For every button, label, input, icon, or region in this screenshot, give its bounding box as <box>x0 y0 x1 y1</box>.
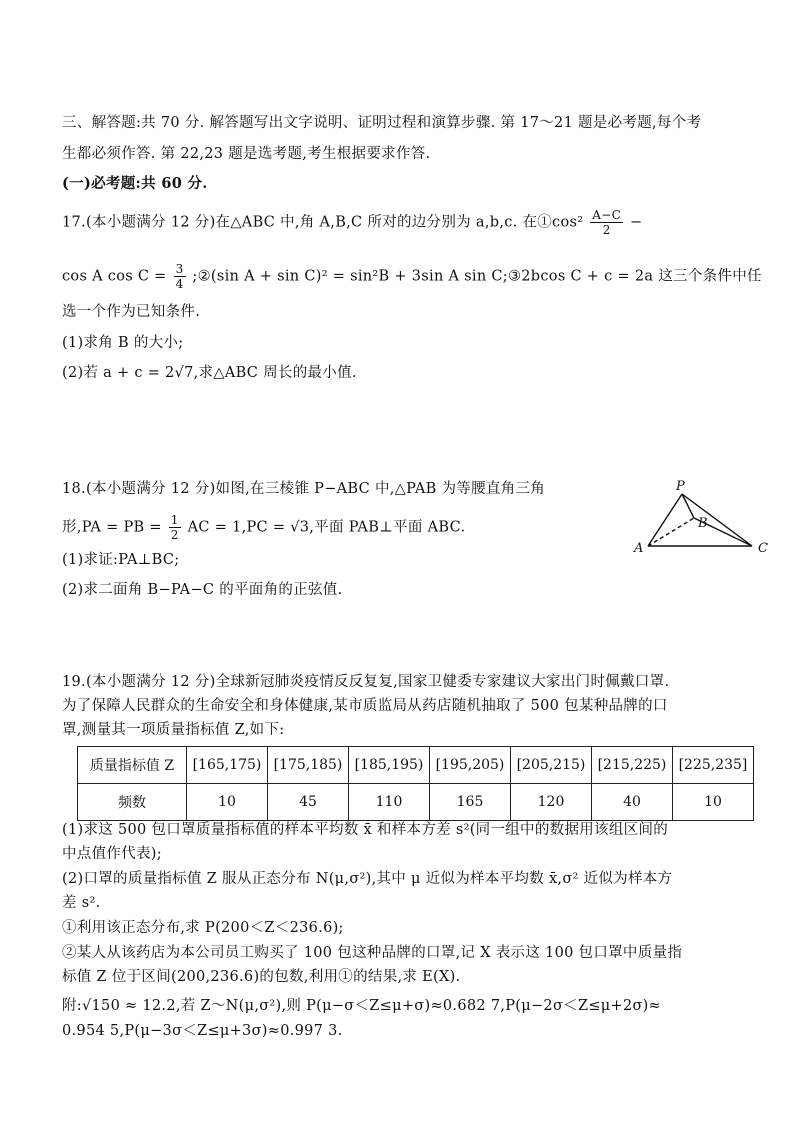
interval-cell: [195,205) <box>430 747 511 784</box>
count-cell: 10 <box>187 784 268 821</box>
q17-line-2-text-a: cos A cos C = <box>62 268 167 285</box>
q18-line-1: 18.(本小题满分 12 分)如图,在三棱锥 P−ABC 中,△PAB 为等腰直角三角 <box>62 481 546 497</box>
q19-line-1: 19.(本小题满分 12 分)全球新冠肺炎疫情反反复复,国家卫健委专家建议大家出门时佩戴口罩. <box>62 674 670 690</box>
frequency-table <box>77 746 754 821</box>
q19-part-1-line-2: 中点值作代表); <box>62 846 162 862</box>
q17-line-2-text-b: ;②(sin A + sin C)² = sin²B + 3sin A sin C;③2bcos C + c = 2a 这三个条件中任 <box>192 268 762 285</box>
q18-line-2 <box>62 513 465 542</box>
q19-line-3: 罩,测量其一项质量指标值 Z,如下: <box>62 722 285 738</box>
interval-cell: [215,225) <box>592 747 673 784</box>
interval-cell: [165,175) <box>187 747 268 784</box>
q19-part-2-item-2-line-2: 标值 Z 位于区间(200,236.6)的包数,利用①的结果,求 E(X). <box>62 969 461 985</box>
count-cell: 10 <box>673 784 754 821</box>
q18-line-2-text-a: 形,PA = PB = <box>62 519 162 536</box>
q17-fraction-a-minus-c-over-2: $\frac{A-C}{2}$ <box>592 208 622 237</box>
interval-cell: [225,235] <box>673 747 754 784</box>
q19-part-2-line-2: 差 s². <box>62 895 101 911</box>
q18-part-2: (2)求二面角 B−PA−C 的平面角的正弦值. <box>62 582 343 598</box>
q17-part-1: (1)求角 B 的大小; <box>62 335 184 351</box>
count-cell: 45 <box>268 784 349 821</box>
q17-line-1-minus: − <box>630 214 643 231</box>
q19-part-2-item-2-line-1: ②某人从该药店为本公司员工购买了 100 包这种品牌的口罩,记 X 表示这 100 包口罩中质量指 <box>62 945 683 961</box>
count-cell: 40 <box>592 784 673 821</box>
q17-line-3: 选一个作为已知条件. <box>62 304 201 320</box>
edge-ab-hidden <box>648 518 694 546</box>
table-row-intervals <box>78 747 754 784</box>
table-row-counts <box>78 784 754 821</box>
q17-part-2: (2)若 a + c = 2√7,求△ABC 周长的最小值. <box>62 365 357 381</box>
q18-part-1: (1)求证:PA⊥BC; <box>62 552 180 568</box>
interval-cell: [185,195) <box>349 747 430 784</box>
count-cell: 165 <box>430 784 511 821</box>
q19-part-2-line-1: (2)口罩的质量指标值 Z 服从正态分布 N(μ,σ²),其中 μ 近似为样本平均数 x̄,σ² 近似为样本方 <box>62 871 673 887</box>
label-b: B <box>698 516 708 531</box>
interval-cell: [205,215) <box>511 747 592 784</box>
pyramid-figure <box>628 480 788 560</box>
q18-fraction-1-over-2: $\frac{1}{2}$ <box>170 513 179 542</box>
q18-line-2-text-b: AC = 1,PC = √3,平面 PAB⊥平面 ABC. <box>187 519 466 536</box>
section-instructions-line-1: 三、解答题:共 70 分. 解答题写出文字说明、证明过程和演算步骤. 第 17～21 题是必考题,每个考 <box>62 115 702 131</box>
q19-appendix-line-2: 0.954 5,P(μ−3σ＜Z≤μ+3σ)≈0.997 3. <box>62 1023 343 1039</box>
q17-line-2 <box>62 262 762 291</box>
q19-part-2-item-1: ①利用该正态分布,求 P(200＜Z＜236.6); <box>62 920 344 936</box>
q17-line-1 <box>62 208 642 237</box>
edge-pa <box>648 494 682 546</box>
q19-appendix-line-1: 附:√150 ≈ 12.2,若 Z～N(μ,σ²),则 P(μ−σ＜Z≤μ+σ)≈0.682 7,P(μ−2σ＜Z≤μ+2σ)≈ <box>62 998 662 1014</box>
row-header-frequency: 频数 <box>78 784 187 821</box>
q17-fraction-3-over-4: $\frac{3}{4}$ <box>175 262 184 291</box>
count-cell: 120 <box>511 784 592 821</box>
row-header-quality-index: 质量指标值 Z <box>78 747 187 784</box>
q19-line-2: 为了保障人民群众的生命安全和身体健康,某市质监局从药店随机抽取了 500 包某种品牌的口 <box>62 698 668 714</box>
edge-pc <box>682 494 752 546</box>
q19-part-1-line-1: (1)求这 500 包口罩质量指标值的样本平均数 x̄ 和样本方差 s²(同一组中的数据用该组区间的 <box>62 822 669 838</box>
label-c: C <box>758 541 768 556</box>
section-subtitle: (一)必考题:共 60 分. <box>62 175 208 192</box>
q17-line-1-text: 17.(本小题满分 12 分)在△ABC 中,角 A,B,C 所对的边分别为 a,b,c. 在①cos² <box>62 214 584 231</box>
label-a: A <box>634 541 644 556</box>
label-p: P <box>676 480 685 494</box>
count-cell: 110 <box>349 784 430 821</box>
section-instructions-line-2: 生都必须作答. 第 22,23 题是选考题,考生根据要求作答. <box>62 146 431 162</box>
interval-cell: [175,185) <box>268 747 349 784</box>
